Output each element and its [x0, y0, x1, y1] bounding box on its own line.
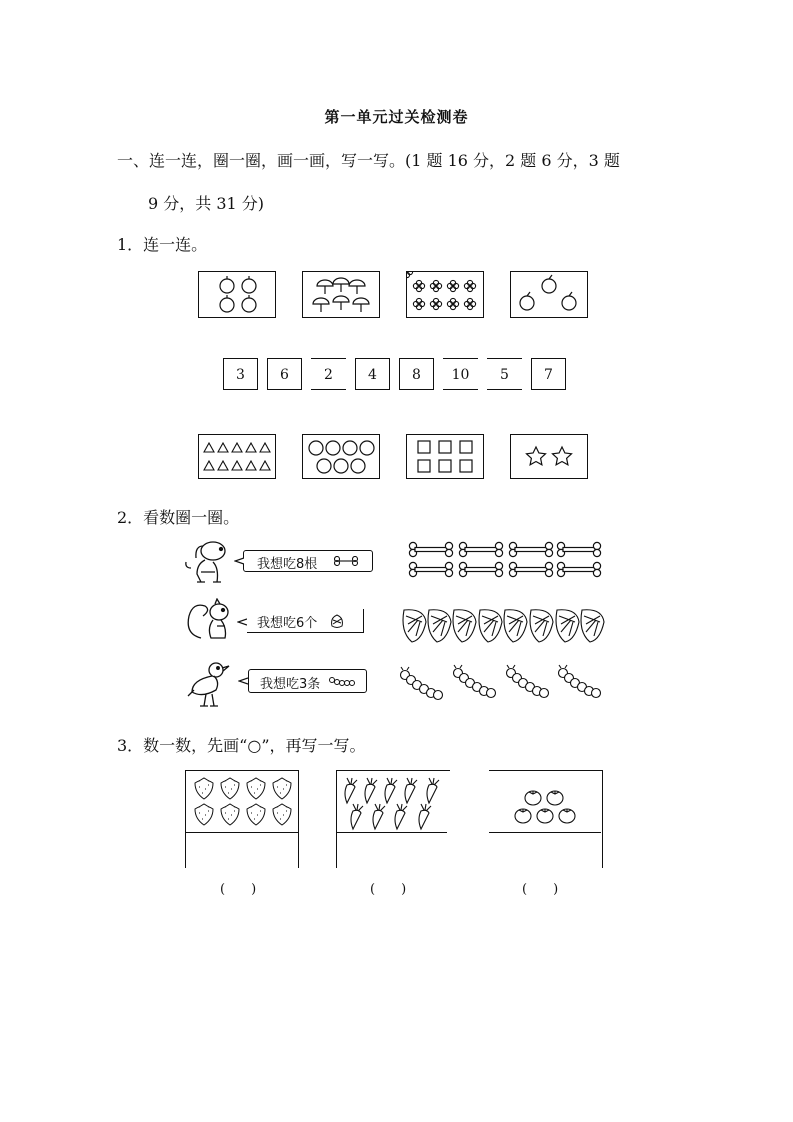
apple-icon	[199, 272, 275, 317]
speech-bubble	[248, 669, 367, 693]
apple-group-3	[510, 271, 588, 318]
mushroom-icon	[303, 272, 379, 317]
bubble-pointer	[238, 676, 248, 686]
number-box[interactable]: 2	[311, 358, 346, 390]
flower-group-8	[406, 271, 484, 318]
answer-area[interactable]	[489, 832, 601, 833]
answer-blank[interactable]: ( )	[220, 882, 257, 897]
bird-icon	[186, 658, 238, 710]
mushroom-group-6	[302, 271, 380, 318]
number-box[interactable]: 7	[531, 358, 566, 390]
count-box-carrot	[336, 770, 450, 868]
square-group-6	[406, 434, 484, 479]
flower-icon	[407, 272, 483, 317]
pinecone-icon	[398, 604, 608, 644]
triangle-group-10	[198, 434, 276, 479]
square-icon	[407, 435, 483, 478]
number-box[interactable]: 8	[399, 358, 434, 390]
answer-blank[interactable]: ( )	[522, 882, 559, 897]
bubble-text: 我想吃8根	[257, 557, 318, 572]
answer-area[interactable]	[186, 832, 298, 833]
number-box[interactable]: 10	[443, 358, 478, 390]
apple-icon	[511, 272, 587, 317]
triangle-icon	[199, 435, 275, 478]
bone-icon	[407, 540, 603, 580]
circle-icon	[303, 435, 379, 478]
section-heading-cont: 9 分，共 31 分)	[148, 194, 265, 213]
circle-group-7	[302, 434, 380, 479]
caterpillar-icon	[398, 663, 608, 705]
question-3-label: 3．数一数，先画“○”，再写一写。	[117, 736, 366, 755]
question-1-label: 1．连一连。	[117, 235, 208, 254]
section-heading: 一、连一连，圈一圈，画一画，写一写。(1 题 16 分，2 题 6 分，3 题	[117, 151, 620, 170]
number-box[interactable]: 6	[267, 358, 302, 390]
carrot-icon	[339, 775, 449, 831]
number-box[interactable]: 4	[355, 358, 390, 390]
number-box[interactable]: 5	[487, 358, 522, 390]
bubble-text: 我想吃6个	[257, 616, 318, 631]
caterpillar-icon	[329, 676, 357, 688]
bone-icon	[334, 556, 364, 566]
star-group-2	[510, 434, 588, 479]
speech-bubble	[243, 550, 373, 572]
bubble-text: 我想吃3条	[260, 677, 321, 692]
question-2-label: 2．看数圈一圈。	[117, 508, 240, 527]
answer-area[interactable]	[337, 832, 447, 833]
star-icon	[511, 435, 587, 478]
squirrel-icon	[183, 598, 241, 644]
apple-group-4	[198, 271, 276, 318]
strawberry-icon	[190, 775, 296, 829]
dog-icon	[183, 538, 241, 586]
count-box-tomato	[489, 770, 603, 868]
bubble-pointer	[234, 556, 244, 566]
count-box-strawberry	[185, 770, 299, 868]
pinecone-icon	[329, 613, 345, 629]
page-title: 第一单元过关检测卷	[324, 108, 469, 126]
tomato-icon	[513, 787, 583, 829]
number-box[interactable]: 3	[223, 358, 258, 390]
bubble-pointer	[237, 617, 247, 627]
answer-blank[interactable]: ( )	[370, 882, 407, 897]
speech-bubble	[247, 609, 364, 633]
